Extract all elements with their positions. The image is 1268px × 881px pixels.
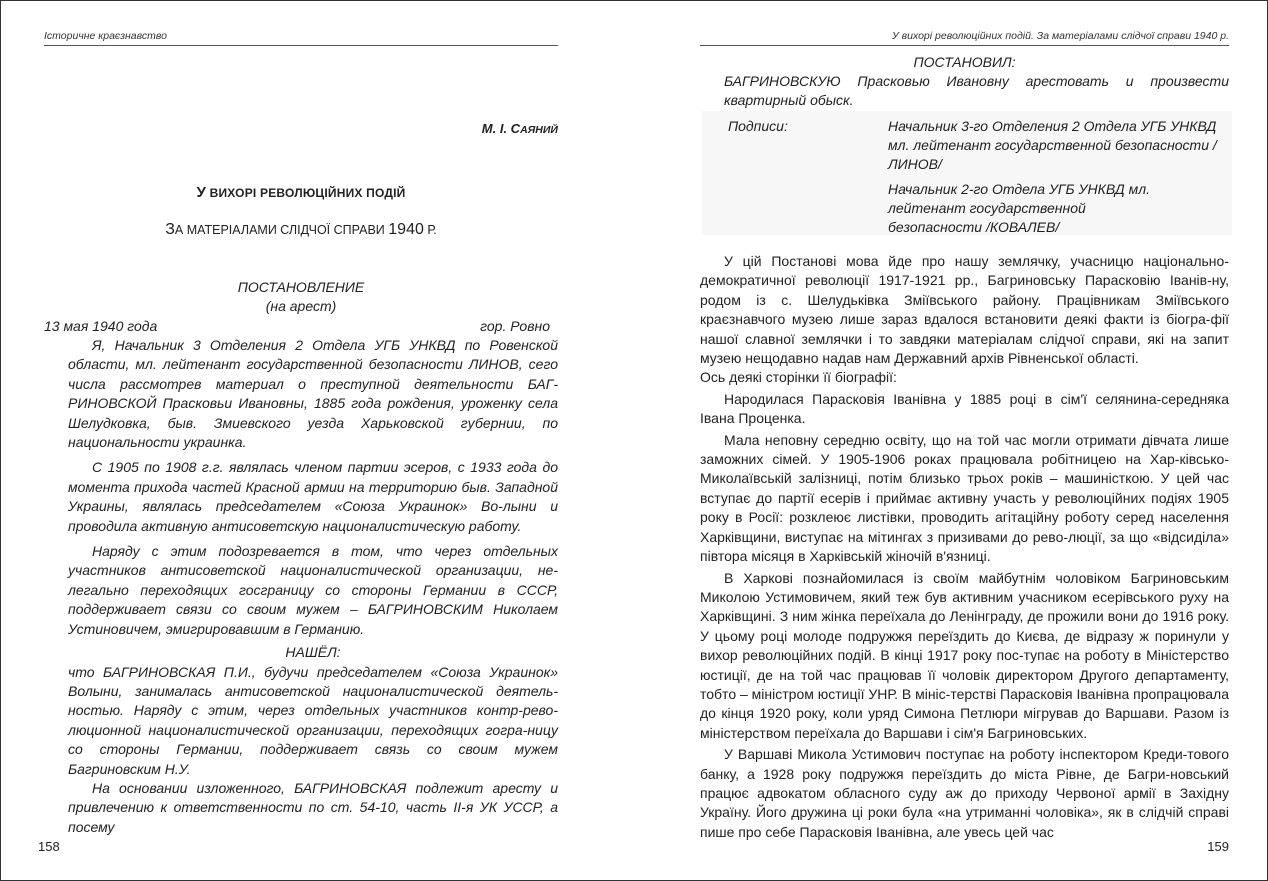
subtitle-initial: З [165, 221, 175, 238]
running-head-right: У вихорі революційних подій. За матеріалами слідчої справи 1940 р. [700, 30, 1229, 46]
signatures-block [702, 111, 1232, 235]
article-title-initial: У [196, 184, 207, 201]
document-title: ПОСТАНОВЛЕНИЕ [237, 279, 365, 295]
document-date: 13 мая 1940 года [44, 318, 158, 334]
signatures-label: Подписи: [728, 118, 788, 134]
article-title-rest: ВИХОРІ РЕВОЛЮЦІЙНИХ ПОДІЙ [206, 186, 406, 200]
running-head-left: Історичне краєзнавство [44, 30, 558, 46]
document-paragraph: Я, Начальник 3 Отделения 2 Отдела УГБ УНКВД по Ровенской области, мл. лейтенант государственной безопасности ЛИНОВ, сего числа рассмотрев материал о преступной деятельности БАГ-РИНОВСКОЙ Прасковьи Ивановны, 1885 года рождения, уроженку села Шелудковка, быв. Змиевского уезда Харьковской губернии, по национальности украинка. [68, 337, 558, 451]
author-surname-smallcaps: АЯНИЙ [520, 124, 558, 136]
page-number-right: 159 [1207, 839, 1229, 854]
document-paragraph: Наряду с этим подозревается в том, что через отдельных участников антисоветской националистической организации, не-легально переходящих госграницу со стороны Германии в СССР, поддерживает связи со своим мужем – БАГРИНОВСКИМ Николаем Устиновичем, эмигрировавшим в Германию. [68, 543, 558, 637]
author-initials: М. І. С [481, 121, 521, 136]
found-text: что БАГРИНОВСКАЯ П.И., будучи председателем «Союза Украинок» Волыни, занималась антисоветской националистической деятель-ностью. Наряду с этим, через отдельных участников контр-рево-люционной националистической организации, переходящих гогра-ницу со стороны Германии, поддерживает связь со своим мужем Багриновским Н.У. [68, 663, 558, 777]
conclusion-text: На основании изложенного, БАГРИНОВСКАЯ подлежит аресту и привлечению к ответственности по ст. 54-10, часть ІІ-я УК УССР, а посему [68, 779, 558, 835]
article-paragraph: Народилася Парасковія Іванівна у 1885 році в сім'ї селянина-середняка Івана Проценка. [700, 390, 1229, 427]
document-place: гор. Ровно [480, 318, 550, 334]
page-number-left: 158 [38, 839, 60, 854]
document-subtitle: (на арест) [265, 298, 337, 314]
article-paragraph: У цій Постанові мова йде про нашу землячку, учасницю національно-демократичної революції 1917-1921 рр., Багриновську Парасковію Іванів-ну, родом із с. Шелудьківка Зміївського району. Працівникам Зміївського краєзнавчого музею лише зараз вдалося встановити деякі факти із біогра-фії нашої славної землячки і то завдяки матеріалам слідчої справи, які на запит музею нещодавно надав нам Державний архів Рівненської області. [700, 253, 1229, 367]
document-paragraph: С 1905 по 1908 г.г. являлась членом партии эсеров, с 1933 года до момента прихода частей Красной армии на территорию быв. Западной Украины, являлась председателем «Союза Украинок» Во-лыни и проводила активную антисоветскую националистическую работу. [68, 459, 558, 534]
document-date-place [44, 317, 550, 336]
article-body [700, 252, 1229, 842]
subtitle-rest: А МАТЕРІАЛАМИ СЛІДЧОЇ СПРАВИ [174, 223, 389, 237]
article-subtitle [44, 221, 558, 239]
found-heading: НАШЁЛ: [285, 644, 341, 661]
article-paragraph: У Варшаві Микола Устимович поступає на роботу інспектором Креди-тового банку, а 1928 року подружжя переїздить до міста Рівне, де Багри-новський працює адвокатом обласного суду аж до приходу Червоної армії в Західну Україну. Його дружина ці роки була «на утриманні чоловіка», як в слідчій справі пише про себе Парасковія Іванівна, але увесь цей час [700, 746, 1229, 840]
left-page [38, 0, 558, 881]
signature-entry: Начальник 2-го Отдела УГБ УНКВД мл. лейтенант государственной безопасности /КОВАЛЕВ/ [888, 181, 1151, 235]
subtitle-suffix: Р. [423, 223, 437, 237]
signatures-list [888, 117, 1232, 243]
article-paragraph: Мала неповну середню освіту, що на той час могли отримати дівчата лише заможних сімей. У 1905-1906 роках працювала робітницею на Хар-ківсько-Миколаївській залізниці, потім близько трьох років – машиністкою. У цей час вступає до партії есерів і приймає активну участь у революційних подіях 1905 року в Росії: розклеює листівки, проводить агітаційну роботу серед населення Харківщини, виступає на мітингах з призивами до рево-люції, за що «відсиділа» півтора місяця в Харківській жіночій в'язниці. [700, 431, 1229, 565]
subtitle-year: 1940 [388, 221, 424, 238]
signature-entry: Начальник 3-го Отделения 2 Отдела УГБ УНКВД мл. лейтенант государственной безопасности /ЛИНОВ/ [888, 118, 1217, 172]
ruling-heading: ПОСТАНОВИЛ: [913, 54, 1016, 70]
document-body [68, 336, 558, 837]
article-paragraph: Ось деякі сторінки її біографії: [700, 369, 897, 386]
ruling-text: БАГРИНОВСКУЮ Прасковью Ивановну арестовать и произвести квартирный обыск. [724, 73, 1229, 109]
article-paragraph: В Харкові познайомилася із своїм майбутнім чоловіком Багриновським Миколою Устимовичем, який теж був активним учасником есерівського руху на Харківщині. З ним жінка переїхала до Ленінграду, де прожили вони до 1916 року. У цьому році молоде подружжя переїздить до Києва, де відразу ж поринули у вихор революційних подій. В кінці 1917 року пос-тупає на роботу в Міністерство юстиції, де на той час працював її чоловік директором Другого департаменту, тобто – міністром юстиції УНР. В мініс-терстві Парасковія Іванівна пропрацювала до кінця 1920 року, коли уряд Симона Петлюри мігрував до Варшави. Разом із міністерством переїхала до Варшави і сім'я Багриновських. [700, 569, 1229, 741]
right-page [700, 0, 1229, 881]
author-name [482, 121, 558, 136]
article-title [44, 184, 558, 201]
